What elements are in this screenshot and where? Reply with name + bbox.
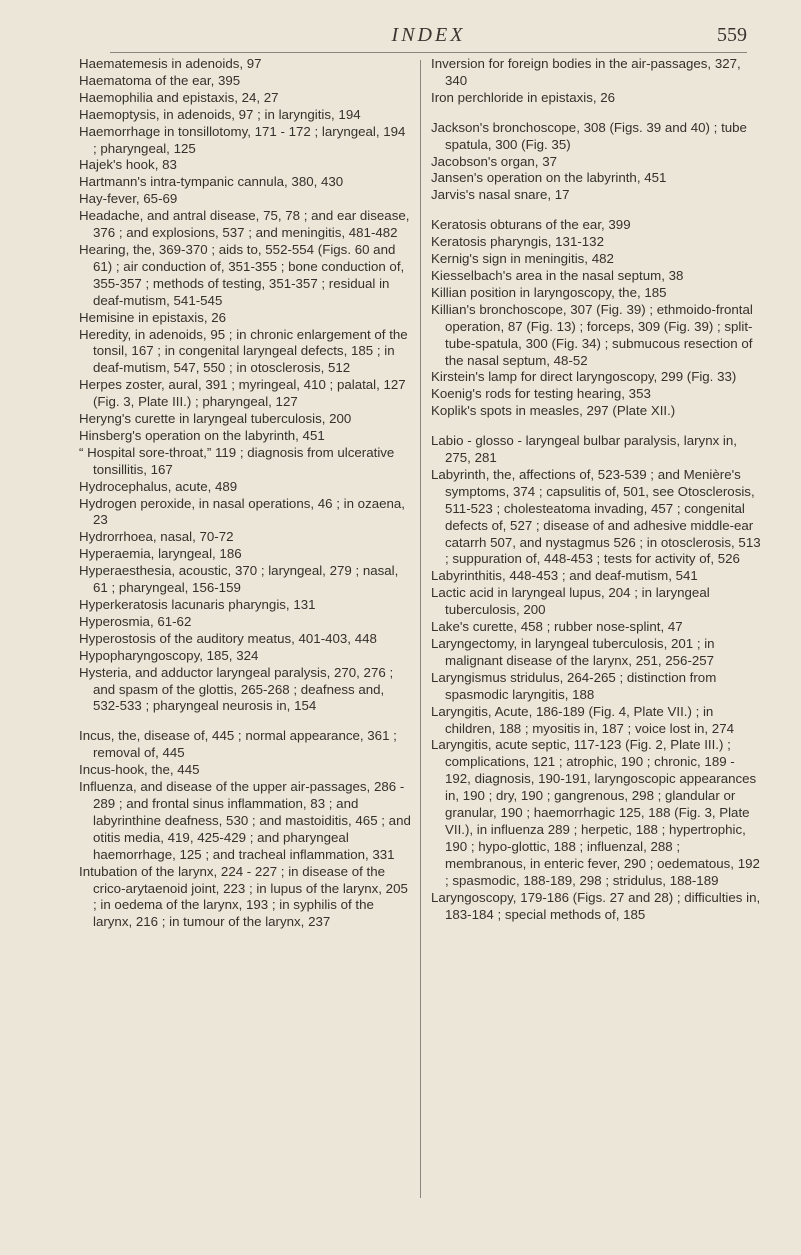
index-entry: Influenza, and disease of the upper air-passages, 286 - 289 ; and frontal sinus inflammation, 83 ; and labyrinthine deafness, 530 ; and mastoiditis, 465 ; and otitis media, 419, 425-429 ; and pharyngeal haemorrhage, 125 ; and tracheal inflammation, 331	[79, 779, 411, 862]
index-entry: Intubation of the larynx, 224 - 227 ; in disease of the crico-arytaenoid joint, 223 ; in lupus of the larynx, 205 ; in oedema of the larynx, 193 ; in syphilis of the larynx, 216 ; in tumour of the larynx, 237	[79, 863, 408, 930]
index-entry: Jacobson's organ, 37	[431, 153, 557, 169]
index-column-right	[431, 56, 761, 923]
index-entry: Laryngitis, acute septic, 117-123 (Fig. 2, Plate III.) ; complications, 121 ; atrophic, 190 ; chronic, 189 - 192, diagnosis, 190-191, laryngoscopic appearances in, 190 ; dry, 190 ; gangrenous, 298 ; glandular or granular, 190 ; haemorrhagic 125, 188 (Fig. 3, Plate VII.), in influenza 289 ; herpetic, 188 ; hypertrophic, 190 ; hypo-glottic, 188 ; influenzal, 288 ; membranous, in enteric fever, 290 ; oedematous, 192 ; spasmodic, 188-189, 298 ; stridulus, 188-189	[431, 737, 760, 888]
index-entry: Kiesselbach's area in the nasal septum, 38	[431, 267, 684, 283]
index-entry: Kernig's sign in meningitis, 482	[431, 251, 614, 267]
page-header	[110, 14, 747, 54]
index-entry: Keratosis obturans of the ear, 399	[431, 217, 631, 233]
index-entry: Killian's bronchoscope, 307 (Fig. 39) ; ethmoido-frontal operation, 87 (Fig. 13) ; forceps, 309 (Fig. 39) ; split-tube-spatula, 300 (Fig. 34) ; submucous resection of the nasal septum, 48-52	[431, 301, 753, 368]
index-entry: Hydrocephalus, acute, 489	[79, 478, 238, 494]
index-entry: Laryngitis, Acute, 186-189 (Fig. 4, Plate VII.) ; in children, 188 ; myositis in, 187 ; voice lost in, 274	[431, 703, 734, 736]
index-entry: Jarvis's nasal snare, 17	[431, 187, 570, 203]
page-number: 559	[717, 24, 747, 46]
index-entry: Labyrinth, the, affections of, 523-539 ; and Menière's symptoms, 374 ; capsulitis of, 501, see Otosclerosis, 511-523 ; cholesteatoma invading, 457 ; congenital defects of, 527 ; disease of and adhesive middle-ear catarrh 507, and nystagmus 526 ; in otosclerosis, 513 ; suppuration of, 448-453 ; tests for activity of, 526	[431, 466, 761, 567]
index-entry: Heryng's curette in laryngeal tuberculosis, 200	[79, 411, 352, 427]
index-entry: Hinsberg's operation on the labyrinth, 451	[79, 427, 325, 443]
index-entry: Hyperkeratosis lacunaris pharyngis, 131	[79, 597, 316, 612]
index-entry: Laryngoscopy, 179-186 (Figs. 27 and 28) ; difficulties in, 183-184 ; special methods of, 185	[431, 889, 761, 922]
index-column-left	[79, 56, 411, 931]
index-entry: Koenig's rods for testing hearing, 353	[431, 386, 651, 402]
index-entry: Laryngectomy, in laryngeal tuberculosis, 201 ; in malignant disease of the larynx, 251, 256-257	[431, 636, 715, 668]
column-divider	[420, 60, 421, 1198]
index-entry: Haemophilia and epistaxis, 24, 27	[79, 89, 279, 105]
index-entry: Iron perchloride in epistaxis, 26	[431, 89, 616, 105]
index-entry: Jansen's operation on the labyrinth, 451	[431, 170, 667, 186]
index-entry: Lake's curette, 458 ; rubber nose-splint, 47	[431, 619, 683, 635]
index-entry: Hartmann's intra-tympanic cannula, 380, 430	[79, 174, 344, 190]
index-entry: Keratosis pharyngis, 131-132	[431, 234, 604, 250]
index-entry: Kirstein's lamp for direct laryngoscopy, 299 (Fig. 33)	[431, 369, 737, 385]
index-entry: Koplik's spots in measles, 297 (Plate XII.)	[431, 403, 676, 419]
index-entry: Herpes zoster, aural, 391 ; myringeal, 410 ; palatal, 127 (Fig. 3, Plate III.) ; pharyngeal, 127	[79, 377, 406, 410]
index-entry: Hay-fever, 65-69	[79, 191, 178, 207]
index-entry: Incus-hook, the, 445	[79, 762, 200, 778]
header-rule	[110, 52, 747, 53]
index-entry: Hyperaesthesia, acoustic, 370 ; laryngeal, 279 ; nasal, 61 ; pharyngeal, 156-159	[79, 563, 399, 596]
index-entry: Hypopharyngoscopy, 185, 324	[79, 647, 259, 663]
index-entry: “ Hospital sore-throat,” 119 ; diagnosis from ulcerative tonsillitis, 167	[79, 444, 395, 477]
index-entry: Haematoma of the ear, 395	[79, 72, 241, 88]
index-entry: Labyrinthitis, 448-453 ; and deaf-mutism, 541	[431, 568, 698, 584]
index-entry: Laryngismus stridulus, 264-265 ; distinction from spasmodic laryngitis, 188	[431, 669, 717, 702]
index-entry: Hajek's hook, 83	[79, 157, 177, 173]
index-entry: Killian position in laryngoscopy, the, 185	[431, 284, 667, 300]
index-entry: Headache, and antral disease, 75, 78 ; and ear disease, 376 ; and explosions, 537 ; and meningitis, 481-482	[79, 208, 410, 241]
index-entry: Hyperosmia, 61-62	[79, 613, 192, 629]
index-entry: Lactic acid in laryngeal lupus, 204 ; in laryngeal tuberculosis, 200	[431, 585, 710, 618]
index-entry: Labio - glosso - laryngeal bulbar paralysis, larynx in, 275, 281	[431, 433, 737, 466]
index-entry: Inversion for foreign bodies in the air-passages, 327, 340	[431, 56, 741, 88]
index-entry: Heredity, in adenoids, 95 ; in chronic enlargement of the tonsil, 167 ; in congenital laryngeal defects, 185 ; in deaf-mutism, 547, 550 ; in otosclerosis, 512	[79, 326, 408, 376]
index-entry: Jackson's bronchoscope, 308 (Figs. 39 and 40) ; tube spatula, 300 (Fig. 35)	[431, 119, 747, 152]
index-entry: Haemoptysis, in adenoids, 97 ; in laryngitis, 194	[79, 106, 361, 122]
index-entry: Hydrorrhoea, nasal, 70-72	[79, 529, 234, 545]
index-entry: Hysteria, and adductor laryngeal paralysis, 270, 276 ; and spasm of the glottis, 265-268 ; deafness and, 532-533 ; pharyngeal neurosis in, 154	[79, 664, 394, 714]
index-entry: Hyperostosis of the auditory meatus, 401-403, 448	[79, 630, 377, 646]
index-entry: Hyperaemia, laryngeal, 186	[79, 546, 242, 562]
index-entry: Hydrogen peroxide, in nasal operations, 46 ; in ozaena, 23	[79, 495, 405, 528]
index-entry: Hemisine in epistaxis, 26	[79, 309, 227, 325]
index-entry: Hearing, the, 369-370 ; aids to, 552-554 (Figs. 60 and 61) ; air conduction of, 351-355 ; bone conduction of, 355-357 ; methods of testing, 351-357 ; residual in deaf-mutism, 541-545	[79, 241, 405, 308]
index-entry: Haematemesis in adenoids, 97	[79, 56, 262, 71]
index-entry: Incus, the, disease of, 445 ; normal appearance, 361 ; removal of, 445	[79, 728, 397, 761]
index-entry: Haemorrhage in tonsillotomy, 171 - 172 ; laryngeal, 194 ; pharyngeal, 125	[79, 123, 406, 156]
running-head: INDEX	[391, 24, 466, 46]
